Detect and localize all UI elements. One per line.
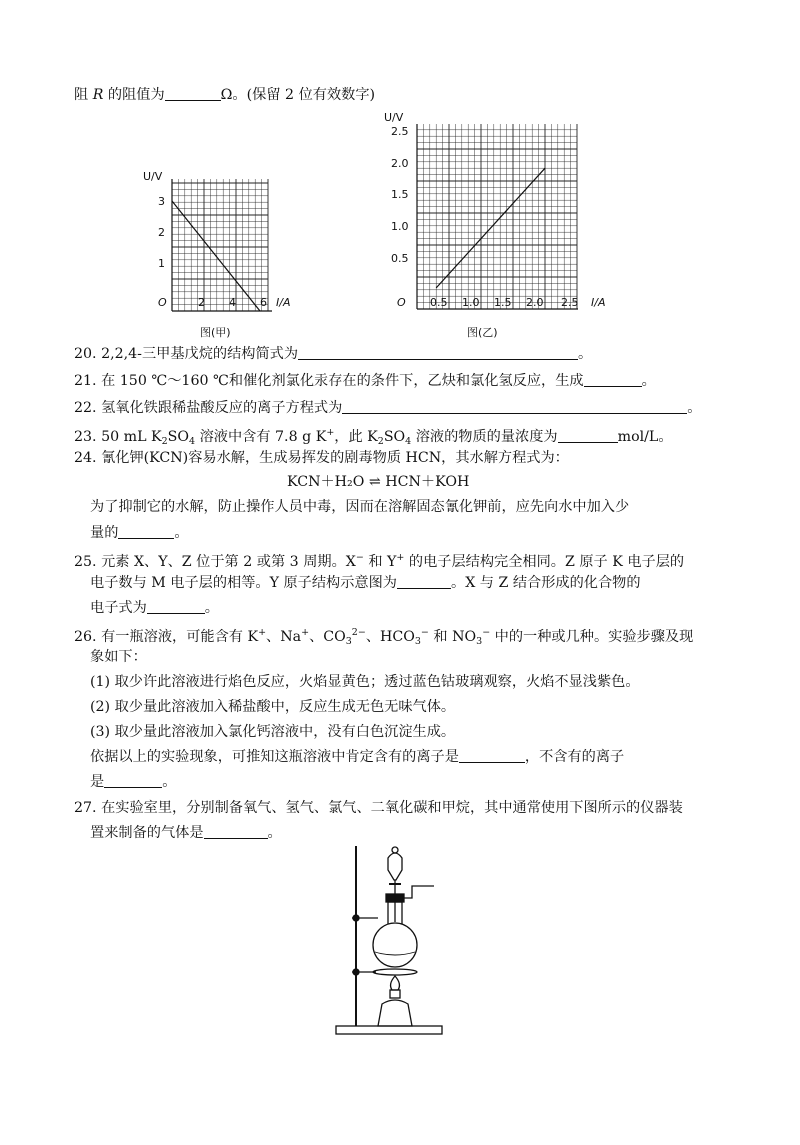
stand-base	[336, 1026, 442, 1034]
answer-blank[interactable]	[584, 372, 642, 387]
question-24-line1: 24. 氰化钾(KCN)容易水解，生成易挥发的剧毒物质 HCN，其水解方程式为：	[74, 450, 569, 466]
alcohol-lamp	[378, 1000, 412, 1026]
question-25-line3: 电子式为 。	[90, 600, 219, 616]
question-26-line2: 象如下：	[90, 649, 147, 665]
figure-jia-ytick: 1	[158, 257, 165, 270]
figure-jia-series-line	[172, 201, 260, 311]
figure-yi-xtick: 1.0	[462, 296, 480, 309]
intro-line: 阻 R 的阻值为 Ω。(保留 2 位有效数字)	[74, 87, 376, 103]
question-22: 22. 氢氧化铁跟稀盐酸反应的离子方程式为 。	[74, 400, 702, 416]
figure-yi	[380, 110, 610, 315]
figure-yi-ytick: 0.5	[391, 252, 409, 265]
answer-blank[interactable]	[459, 748, 525, 763]
question-24-line3: 量的 。	[90, 525, 189, 541]
figure-jia-grid	[172, 179, 268, 311]
figure-jia-xlabel: I/A	[276, 296, 290, 309]
figure-yi-xtick: 1.5	[494, 296, 512, 309]
answer-blank[interactable]	[298, 345, 578, 360]
answer-blank[interactable]	[342, 399, 687, 414]
figure-yi-caption: 图(乙)	[467, 326, 498, 339]
lamp-flame	[391, 976, 400, 990]
question-20: 20. 2,2,4-三甲基戊烷的结构简式为 。	[74, 346, 593, 362]
question-26-conclusion2: 是 。	[90, 774, 177, 790]
question-24-line2: 为了抑制它的水解，防止操作人员中毒，因而在溶解固态氰化钾前，应先向水中加入少	[90, 499, 630, 515]
answer-blank[interactable]	[118, 524, 174, 539]
wire-gauze	[373, 969, 417, 975]
figure-yi-ytick: 2.5	[391, 125, 409, 138]
flask-liquid	[375, 952, 415, 955]
figure-jia-xtick: 4	[229, 296, 236, 309]
figure-jia-xtick: 6	[260, 296, 267, 309]
separatory-funnel	[388, 853, 402, 880]
question-24-equation: KCN＋H₂O ⇌ HCN＋KOH	[287, 474, 470, 490]
answer-blank[interactable]	[147, 599, 205, 614]
question-25-line1: 25. 元素 X、Y、Z 位于第 2 或第 3 周期。X− 和 Y+ 的电子层结构完全相同。Z 原子 K 电子层的	[74, 552, 685, 570]
upper-clamp-knob	[353, 915, 359, 921]
answer-blank[interactable]	[104, 773, 162, 788]
outlet-tube	[402, 886, 434, 898]
figure-jia-ytick: 3	[158, 195, 165, 208]
answer-blank[interactable]	[165, 86, 221, 101]
figure-yi-xtick: 2.5	[561, 296, 579, 309]
figure-yi-ytick: 2.0	[391, 157, 409, 170]
figure-yi-xtick: 2.0	[526, 296, 544, 309]
question-27-line1: 27. 在实验室里，分别制备氧气、氢气、氯气、二氧化碳和甲烷，其中通常使用下图所示的仪器装	[74, 800, 683, 816]
question-26-step3: (3) 取少量此溶液加入氯化钙溶液中，没有白色沉淀生成。	[90, 724, 456, 740]
funnel-top	[392, 847, 398, 853]
question-23: 23. 50 mL $K_2SO_4$ 溶液中含有 7.8 g K+，此 $K_2SO_4$ 溶液的物质的量浓度为 mol/L。	[74, 427, 673, 447]
question-27-line2: 置来制备的气体是 。	[90, 825, 282, 841]
figure-jia-ytick: 2	[158, 226, 165, 239]
question-21: 21. 在 150 ℃～160 ℃和催化剂氯化汞存在的条件下，乙炔和氯化氢反应，生成 。	[74, 373, 656, 389]
figure-jia-caption: 图(甲)	[200, 326, 231, 339]
question-26-conclusion1: 依据以上的实验现象，可推知这瓶溶液中肯定含有的离子是 ，不含有的离子	[90, 749, 625, 765]
figure-yi-series-line	[436, 168, 545, 288]
question-25-line2: 电子数与 M 电子层的相等。Y 原子结构示意图为 。X 与 Z 结合形成的化合物的	[90, 575, 641, 591]
figure-yi-xtick: 0.5	[430, 296, 448, 309]
round-bottom-flask	[373, 923, 417, 967]
ring-clamp-knob	[353, 969, 359, 975]
figure-jia	[140, 165, 290, 315]
question-26-step2: (2) 取少量此溶液加入稀盐酸中，反应生成无色无味气体。	[90, 699, 456, 715]
lab-apparatus-illustration	[330, 840, 450, 1040]
question-26-line1: 26. 有一瓶溶液，可能含有 K+、Na+、$CO_3^{2-}$、$HCO_3^-$ 和 $NO_3^-$ 中的一种或几种。实验步骤及现	[74, 627, 694, 647]
figure-yi-xlabel: I/A	[591, 296, 606, 309]
figure-yi-grid	[417, 124, 577, 309]
figure-yi-ylabel: U/V	[384, 111, 404, 124]
figure-jia-origin: O	[158, 296, 167, 309]
figure-yi-ytick: 1.5	[391, 188, 409, 201]
answer-blank[interactable]	[204, 824, 268, 839]
figure-yi-ytick: 1.0	[391, 220, 409, 233]
figure-jia-ylabel: U/V	[143, 170, 163, 183]
lamp-wick-holder	[390, 990, 400, 998]
figure-yi-origin: O	[397, 296, 406, 309]
figure-jia-xtick: 2	[198, 296, 205, 309]
question-26-step1: (1) 取少许此溶液进行焰色反应，火焰显黄色；透过蓝色钴玻璃观察，火焰不显浅紫色。	[90, 674, 640, 690]
answer-blank[interactable]	[558, 428, 618, 443]
answer-blank[interactable]	[397, 574, 451, 589]
